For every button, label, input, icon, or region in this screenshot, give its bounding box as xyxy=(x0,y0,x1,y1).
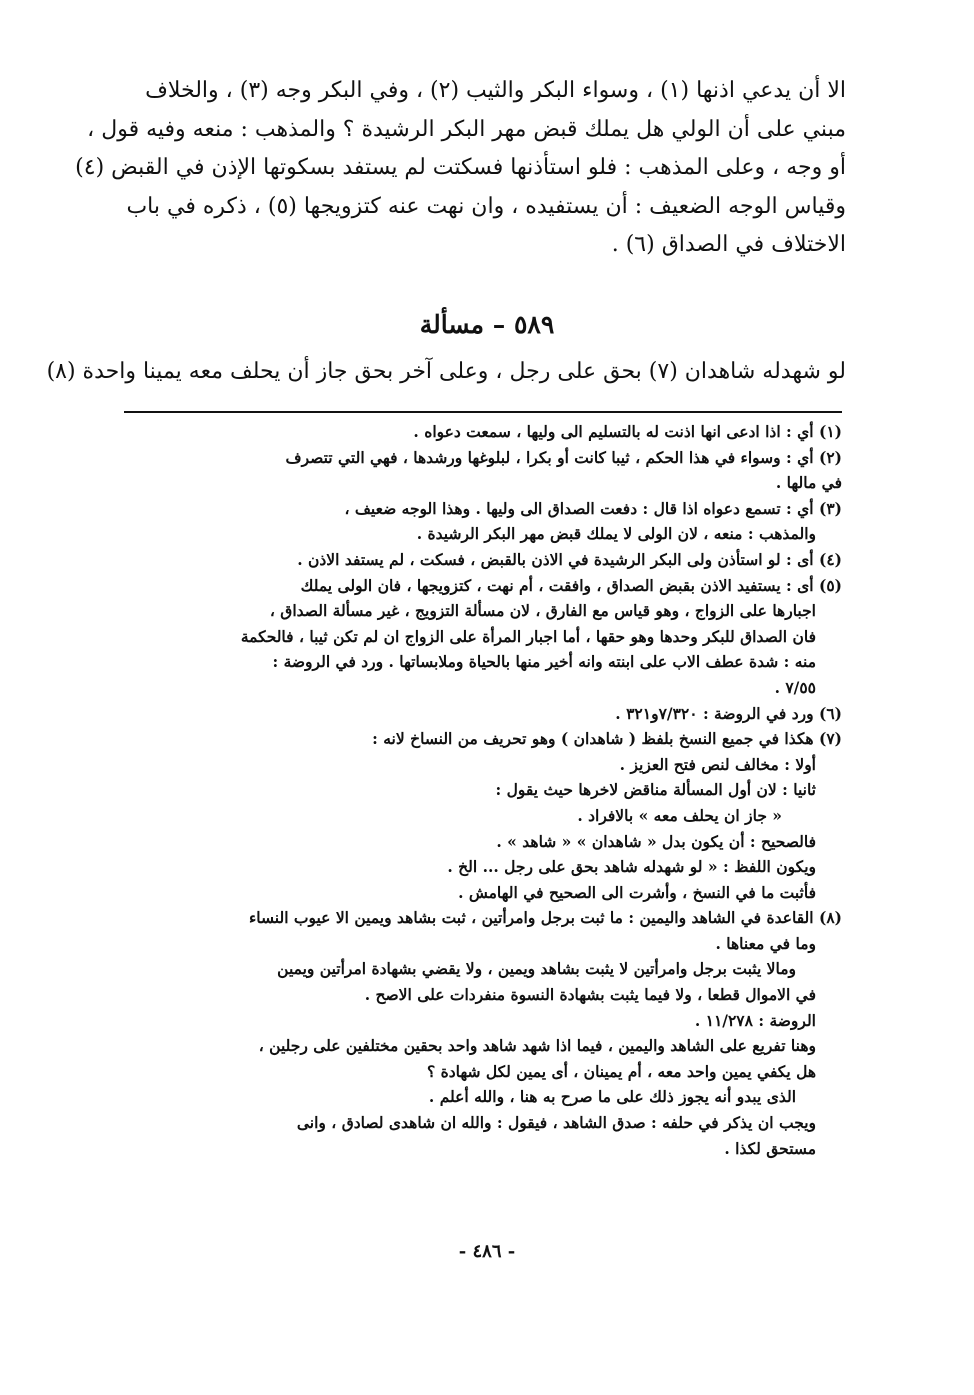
footnote-line: والمذهب : منعه ، لان الولى لا يملك قبض مهر البكر الرشيدة . xyxy=(416,524,816,544)
main-line: الا أن يدعي اذنها (١) ، وسواء البكر والثيب (٢) ، وفي البكر وجه (٣) ، والخلاف xyxy=(145,78,846,103)
footnote-line: « جاز ان يحلف معه » بالافراد . xyxy=(577,805,782,825)
footnote-line: أولا : مخالف لنص فتح العزيز . xyxy=(619,754,816,774)
footnote-line: ٧/٥٥ . xyxy=(774,677,816,697)
main-line: أو وجه ، وعلى المذهب : فلو استأذنها فسكتت لم يستفد بسكوتها الإذن في القبض (٤) xyxy=(75,155,846,180)
footnote-separator xyxy=(124,411,842,413)
main-paragraph xyxy=(75,72,846,265)
footnote-line: (٥) أى : يستفيد الاذن بقبض الصداق ، وافقت ، أم نهت ، كتزويجها ، فان الولى يملك xyxy=(300,575,842,595)
main-line: الاختلاف في الصداق (٦) . xyxy=(611,232,846,257)
footnote-line: ومالا يثبت برجل وامرأتين لا يثبت بشاهد ويمين ، ولا يقضي بشهادة امرأتين ويمين xyxy=(277,959,796,979)
page-number: - ٤٨٦ - xyxy=(458,1241,516,1262)
footnote-line: الروضة : ١١/٢٧٨ . xyxy=(694,1010,816,1030)
footnote-line: الذى يبدو أنه يجوز ذلك على ما صرح به هنا ، والله أعلم . xyxy=(428,1087,796,1107)
footnote-line: (٧) هكذا في جميع النسخ بلفظ ( شاهدان ) وهو تحريف من النساخ لانه : xyxy=(372,729,842,749)
footnote-line: ويكون اللفظ : « لو شهدله شاهد بحق على رجل ... الخ . xyxy=(447,857,816,877)
footnote-line: فأثبت ما في النسخ ، وأشرت الى الصحيح في الهامش . xyxy=(458,882,816,902)
main-line: مبني على أن الولي هل يملك قبض مهر البكر الرشيدة ؟ والمذهب : منعه وفيه قول ، xyxy=(87,116,846,142)
footnote-line: وما في معناها . xyxy=(715,933,816,953)
footnote-line: (٨) القاعدة في الشاهد واليمين : ما ثبت برجل وامرأتين ، ثبت بشاهد ويمين الا عيوب النساء xyxy=(248,908,842,928)
issue-heading: ٥٨٩ – مسألة xyxy=(419,310,555,339)
footnote-line: ويجب ان يذكر في حلفه : صدق الشاهد ، فيقول : والله ان شاهدى لصادق ، وانى xyxy=(296,1113,816,1133)
footnote-line: اجبارها على الزواج ، وهو قياس مع الفارق ، لان مسألة التزويج ، غير مسألة الصداق ، xyxy=(269,601,816,621)
footnote-line: فالصحيح : أن يكون بدل « شاهدان » « شاهد » . xyxy=(496,831,816,851)
footnote-line: وهنا تفريع على الشاهد واليمين ، فيما اذا شهد شاهد واحد بحقين مختلفين على رجلين ، xyxy=(258,1036,816,1056)
footnote-line: في مالها . xyxy=(775,473,842,493)
footnote-line: (٣) أي : تسمع دعواه اذا قال : دفعت الصداق الى وليها . وهذا الوجه ضعيف ، xyxy=(344,498,842,518)
footnote-line: هل يكفي يمين واحد معه ، أم يمينان ، أى يمين لكل شهادة ؟ xyxy=(426,1061,816,1081)
footnote-line: في الاموال قطعا ، ولا فيما يثبت بشهادة النسوة منفردات على الاصح . xyxy=(364,985,816,1005)
issue-text: لو شهدله شاهدان (٧) بحق على رجل ، وعلى آخر بحق جاز أن يحلف معه يمينا واحدة (٨) xyxy=(46,359,846,384)
footnote-line: مستحق لكذا . xyxy=(724,1138,816,1158)
footnotes xyxy=(130,419,842,1161)
footnote-line: (٤) أى : لو استأذن ولى البكر الرشيدة في الاذن بالقبض ، فسكت ، لم يستفد الاذن . xyxy=(297,549,842,569)
footnote-line: فان الصداق للبكر وحدها وهو حقها ، أما اجبار المرأة على الزواج ان لم تكن ثيبا ، فالحكمة xyxy=(240,626,816,646)
footnote-line: (٢) أي : وسواء في هذا الحكم ، ثيبا كانت أو بكرا ، لبلوغها ورشدها ، فهي التي تتصرف xyxy=(285,447,842,467)
footnote-line: ثانيا : لان أول المسألة مناقض لاخرها حيث يقول : xyxy=(495,780,816,800)
main-line: وقياس الوجه الضعيف : أن يستفيده ، وان نهت عنه كتزويجها (٥) ، ذكره في باب xyxy=(126,193,846,219)
footnote-line: (١) أي : اذا ادعى انها اذنت له بالتسليم الى وليها ، سمعت دعواه . xyxy=(413,422,842,441)
footnote-line: منه : شدة عطف الاب على ابنته وانه أخير منها بالحياة وملابساتها . ورد في الروضة : xyxy=(272,652,816,672)
footnote-line: (٦) ورد في الروضة : ٧/٣٢٠و٣٢١ . xyxy=(615,703,842,723)
